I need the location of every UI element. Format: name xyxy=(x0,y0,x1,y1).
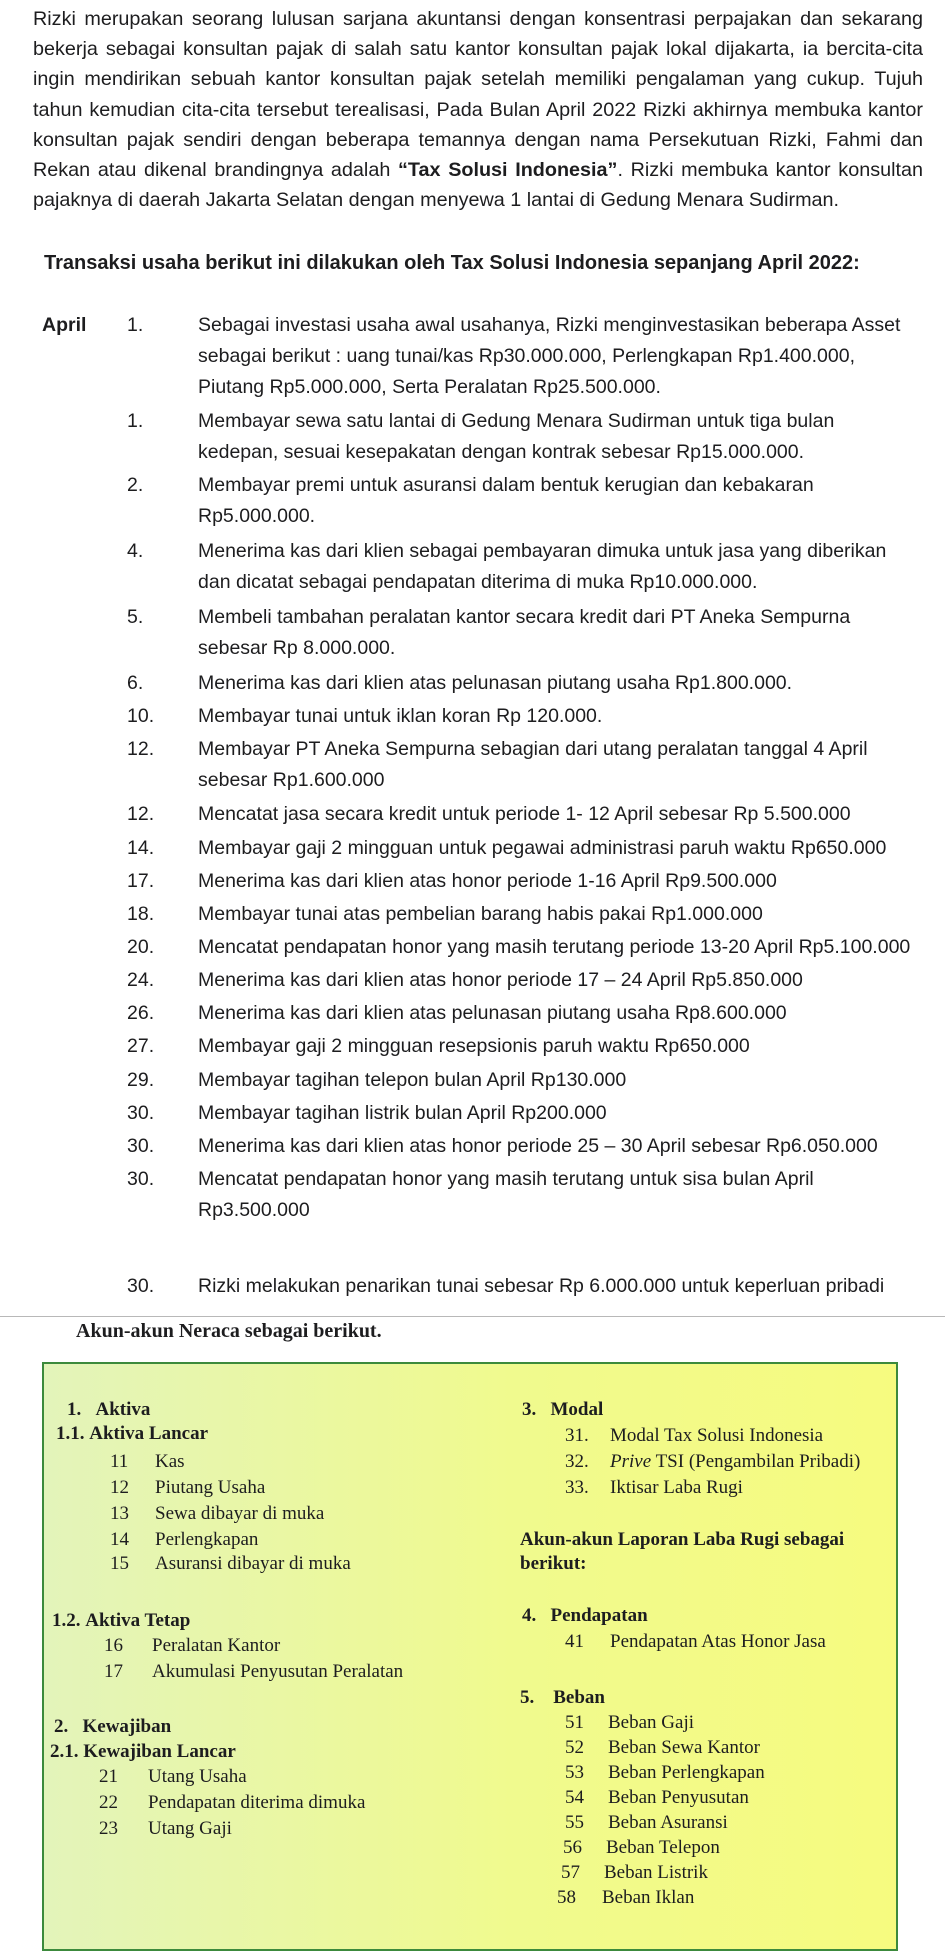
transaction-date: 18. xyxy=(127,903,155,925)
transaction-text: Menerima kas dari klien atas pelunasan piutang usaha Rp1.800.000. xyxy=(198,672,793,694)
income-statement-title: Akun-akun Laporan Laba Rugi sebagai xyxy=(520,1529,845,1550)
account-name: Beban Iklan xyxy=(602,1887,695,1908)
account-row: 23 xyxy=(99,1818,118,1839)
account-name: Akumulasi Penyusutan Peralatan xyxy=(152,1661,404,1682)
account-name: Kas xyxy=(155,1451,185,1472)
account-name: Utang Gaji xyxy=(148,1818,232,1839)
account-name: Peralatan Kantor xyxy=(152,1635,281,1656)
transaction-text: Mencatat pendapatan honor yang masih terutang untuk sisa bulan April Rp3.500.000 xyxy=(198,1168,814,1221)
account-name: Pendapatan Atas Honor Jasa xyxy=(610,1631,826,1652)
account-row: 41 xyxy=(565,1631,584,1652)
transaction-date: 12. xyxy=(127,738,155,760)
account-name: Pendapatan diterima dimuka xyxy=(148,1792,366,1813)
brand-name: “Tax Solusi Indonesia” xyxy=(398,159,618,182)
modal-heading: 3. Modal xyxy=(522,1399,604,1420)
transaction-date: 30. xyxy=(127,1275,155,1297)
transaction-text: Membayar premi untuk asuransi dalam bentuk kerugian dan kebakaran Rp5.000.000. xyxy=(198,474,814,527)
account-row: 56 xyxy=(563,1837,582,1858)
account-row: 58 xyxy=(557,1887,576,1908)
aktiva-heading: 1. Aktiva xyxy=(67,1399,151,1420)
transaction-date: 24. xyxy=(127,969,155,991)
transaction-date: 26. xyxy=(127,1002,155,1024)
transaction-date: 17. xyxy=(127,870,155,892)
transaction-date: 30. xyxy=(127,1102,155,1124)
transaction-date: 27. xyxy=(127,1035,155,1057)
account-name: Prive TSI (Pengambilan Pribadi) xyxy=(610,1451,861,1472)
transaction-date: 4. xyxy=(127,540,144,562)
transaction-date: 14. xyxy=(127,837,155,859)
chart-of-accounts-box xyxy=(42,1362,898,1951)
account-row: 12 xyxy=(110,1477,129,1498)
intro-paragraph xyxy=(33,4,923,215)
transaction-text: Menerima kas dari klien atas honor periode 25 – 30 April sebesar Rp6.050.000 xyxy=(198,1135,878,1157)
transaction-date: 2. xyxy=(127,474,144,496)
account-name: Asuransi dibayar di muka xyxy=(155,1553,351,1574)
beban-heading: 5. Beban xyxy=(520,1687,605,1708)
transaction-date: 5. xyxy=(127,606,144,628)
account-row: 54 xyxy=(565,1787,584,1808)
aktiva-lancar-heading: 1.1. Aktiva Lancar xyxy=(56,1423,208,1444)
transaction-text: Membayar gaji 2 mingguan untuk pegawai administrasi paruh waktu Rp650.000 xyxy=(198,837,887,859)
transaction-text: Menerima kas dari klien atas honor periode 17 – 24 April Rp5.850.000 xyxy=(198,969,803,991)
transaction-date: 29. xyxy=(127,1069,155,1091)
account-row: 31. xyxy=(565,1425,589,1446)
transaction-date: 20. xyxy=(127,936,155,958)
transaction-text: Menerima kas dari klien sebagai pembayaran dimuka untuk jasa yang diberikan dan dicatat sebagai pendapatan diterima di muka Rp10.000.000. xyxy=(198,540,887,593)
section-divider xyxy=(0,1316,945,1317)
transaction-text: Mencatat jasa secara kredit untuk periode 1- 12 April sebesar Rp 5.500.000 xyxy=(198,803,851,825)
transaction-date: 30. xyxy=(127,1168,155,1190)
account-row: 52 xyxy=(565,1737,584,1758)
intro-part-2: . Rizki membuka kantor konsultan pajaknya di daerah Jakarta Selatan dengan menyewa 1 lantai di Gedung Menara Sudirman. xyxy=(33,159,923,212)
account-row: 33. xyxy=(565,1477,589,1498)
pendapatan-heading: 4. Pendapatan xyxy=(522,1605,648,1626)
account-name: Piutang Usaha xyxy=(155,1477,266,1498)
transaction-text: Membayar tunai atas pembelian barang habis pakai Rp1.000.000 xyxy=(198,903,763,925)
account-name: Beban Telepon xyxy=(606,1837,720,1858)
account-row: 57 xyxy=(561,1862,580,1883)
account-name: Iktisar Laba Rugi xyxy=(610,1477,743,1498)
transaction-date: 1. xyxy=(127,410,144,432)
transaction-text: Membayar sewa satu lantai di Gedung Menara Sudirman untuk tiga bulan kedepan, sesuai kesepakatan dengan kontrak sebesar Rp15.000.000. xyxy=(198,410,835,463)
transaction-text: Menerima kas dari klien atas pelunasan piutang usaha Rp8.600.000 xyxy=(198,1002,787,1024)
account-row: 16 xyxy=(104,1635,123,1656)
account-row: 32. xyxy=(565,1451,589,1472)
transaction-text: Rizki melakukan penarikan tunai sebesar Rp 6.000.000 untuk keperluan pribadi xyxy=(198,1275,885,1297)
account-name: Perlengkapan xyxy=(155,1529,259,1550)
account-name: Sewa dibayar di muka xyxy=(155,1503,325,1524)
kewajiban-lancar-heading: 2.1. Kewajiban Lancar xyxy=(50,1741,236,1762)
kewajiban-heading: 2. Kewajiban xyxy=(54,1716,172,1737)
accounts-title: Akun-akun Neraca sebagai berikut. xyxy=(76,1320,382,1342)
transaction-date: 30. xyxy=(127,1135,155,1157)
account-row: 21 xyxy=(99,1766,118,1787)
account-row: 14 xyxy=(110,1529,129,1550)
transaction-text: Mencatat pendapatan honor yang masih terutang periode 13-20 April Rp5.100.000 xyxy=(198,936,911,958)
transaction-date: 12. xyxy=(127,803,155,825)
account-row: 17 xyxy=(104,1661,123,1682)
account-row: 13 xyxy=(110,1503,129,1524)
transaction-date: 10. xyxy=(127,705,155,727)
transactions-heading: Transaksi usaha berikut ini dilakukan oleh Tax Solusi Indonesia sepanjang April 2022: xyxy=(44,252,860,274)
account-name: Beban Penyusutan xyxy=(608,1787,749,1808)
account-name: Beban Asuransi xyxy=(608,1812,728,1833)
account-row: 15 xyxy=(110,1553,129,1574)
transaction-date: 6. xyxy=(127,672,144,694)
account-row: 51 xyxy=(565,1712,584,1733)
transaction-text: Membayar gaji 2 mingguan resepsionis paruh waktu Rp650.000 xyxy=(198,1035,750,1057)
transaction-text: Membayar PT Aneka Sempurna sebagian dari utang peralatan tanggal 4 April sebesar Rp1.600.000 xyxy=(198,738,868,791)
account-name: Beban Perlengkapan xyxy=(608,1762,765,1783)
aktiva-tetap-heading: 1.2. Aktiva Tetap xyxy=(52,1610,191,1631)
transaction-text: Menerima kas dari klien atas honor periode 1-16 April Rp9.500.000 xyxy=(198,870,777,892)
account-name: Beban Sewa Kantor xyxy=(608,1737,760,1758)
transaction-text: Sebagai investasi usaha awal usahanya, Rizki menginvestasikan beberapa Asset sebagai berikut : uang tunai/kas Rp30.000.000, Perlengkapan Rp1.400.000, Piutang Rp5.000.000, Serta Peralatan Rp25.500.000. xyxy=(198,314,901,398)
transaction-text: Membayar tagihan telepon bulan April Rp130.000 xyxy=(198,1069,627,1091)
transaction-date: 1. xyxy=(127,314,144,336)
account-row: 11 xyxy=(110,1451,129,1472)
income-statement-title-cont: berikut: xyxy=(520,1553,587,1574)
account-row: 22 xyxy=(99,1792,118,1813)
transaction-text: Membayar tunai untuk iklan koran Rp 120.000. xyxy=(198,705,603,727)
transaction-text: Membayar tagihan listrik bulan April Rp200.000 xyxy=(198,1102,607,1124)
month-label: April xyxy=(42,314,87,336)
account-name: Modal Tax Solusi Indonesia xyxy=(610,1425,824,1446)
account-row: 55 xyxy=(565,1812,584,1833)
account-name: Beban Listrik xyxy=(604,1862,708,1883)
intro-part-1: Rizki merupakan seorang lulusan sarjana akuntansi dengan konsentrasi perpajakan dan sekarang bekerja sebagai konsultan pajak di salah satu kantor konsultan pajak lokal dijakarta, ia bercita-cita ingin mendirikan sebuah kantor konsultan pajak setelah memiliki pengalaman yang cukup. Tujuh tahun kemudian cita-cita tersebut terealisasi, Pada Bulan April 2022 Rizki akhirnya membuka kantor konsultan pajak sendiri dengan beberapa temannya dengan nama Persekutuan Rizki, Fahmi dan Rekan atau dikenal brandingnya adalah xyxy=(33,8,923,182)
intro-text xyxy=(33,4,923,215)
transaction-text: Membeli tambahan peralatan kantor secara kredit dari PT Aneka Sempurna sebesar Rp 8.000.000. xyxy=(198,606,851,659)
account-row: 53 xyxy=(565,1762,584,1783)
account-name: Utang Usaha xyxy=(148,1766,247,1787)
account-name: Beban Gaji xyxy=(608,1712,695,1733)
